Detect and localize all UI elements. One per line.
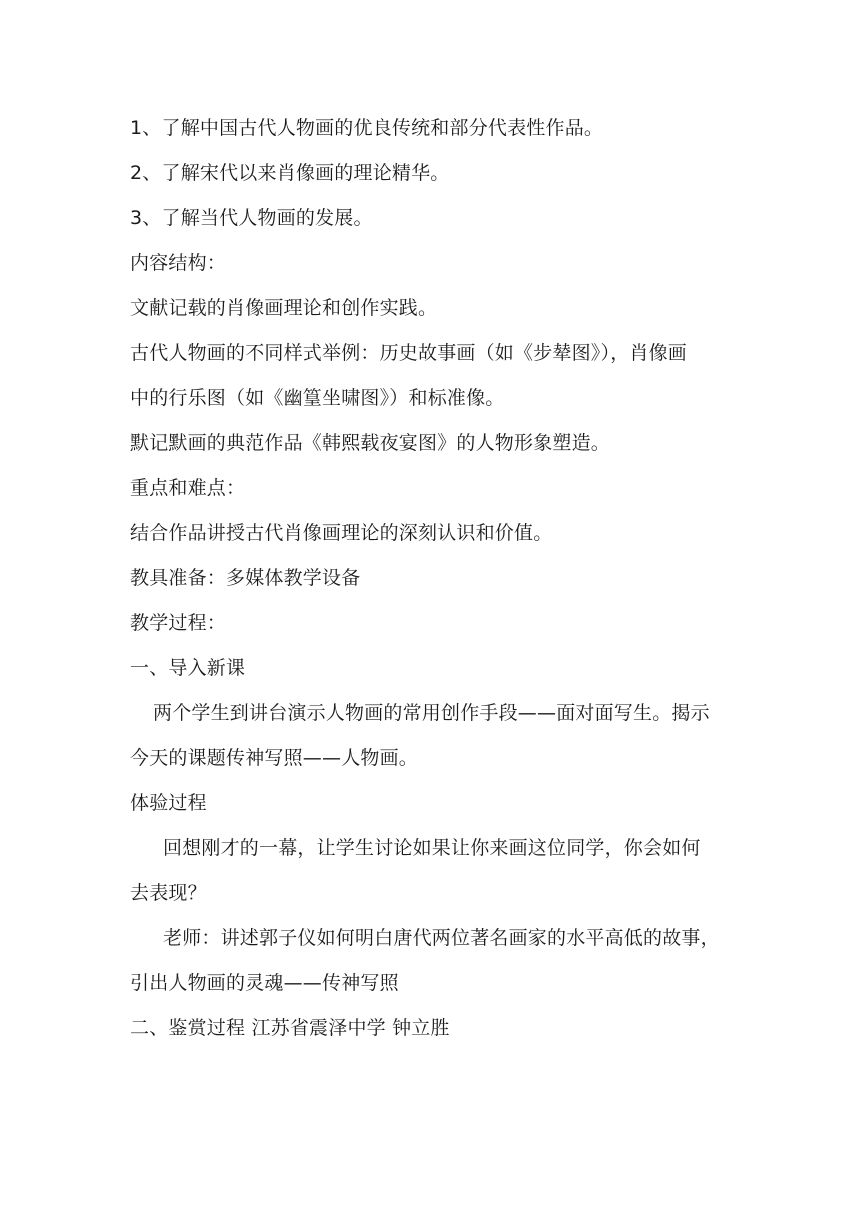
objective-2: 2、了解宋代以来肖像画的理论精华。 <box>130 162 450 184</box>
section-1-heading: 一、导入新课 <box>130 657 246 679</box>
experience-paragraph-cont: 去表现？ <box>130 882 207 904</box>
objective-1: 1、了解中国古代人物画的优良传统和部分代表性作品。 <box>130 117 604 139</box>
experience-paragraph: 回想刚才的一幕，让学生讨论如果让你来画这位同学，你会如何 <box>163 837 701 859</box>
teacher-paragraph: 老师：讲述郭子仪如何明白唐代两位著名画家的水平高低的故事， <box>163 927 720 949</box>
section-1-paragraph: 两个学生到讲台演示人物画的常用创作手段——面对面写生。揭示 <box>153 702 710 724</box>
objective-3: 3、了解当代人物画的发展。 <box>130 207 373 229</box>
teacher-paragraph-cont: 引出人物画的灵魂——传神写照 <box>130 972 399 994</box>
content-line-2-cont: 中的行乐图（如《幽篁坐啸图》）和标准像。 <box>130 387 505 409</box>
section-2-heading: 二、鉴赏过程 江苏省震泽中学 钟立胜 <box>130 1017 450 1039</box>
content-line-2: 古代人物画的不同样式举例：历史故事画（如《步辇图》），肖像画 <box>130 342 688 364</box>
content-structure-heading: 内容结构： <box>130 252 227 274</box>
key-points-heading: 重点和难点： <box>130 477 246 499</box>
content-line-3: 默记默画的典范作品《韩熙载夜宴图》的人物形象塑造。 <box>130 432 611 454</box>
teaching-aids: 教具准备：多媒体教学设备 <box>130 567 361 589</box>
experience-heading: 体验过程 <box>130 792 207 814</box>
section-1-paragraph-cont: 今天的课题传神写照——人物画。 <box>130 747 419 769</box>
key-points-text: 结合作品讲授古代肖像画理论的深刻认识和价值。 <box>130 522 553 544</box>
teaching-process-heading: 教学过程： <box>130 612 227 634</box>
content-line-1: 文献记载的肖像画理论和创作实践。 <box>130 297 438 319</box>
